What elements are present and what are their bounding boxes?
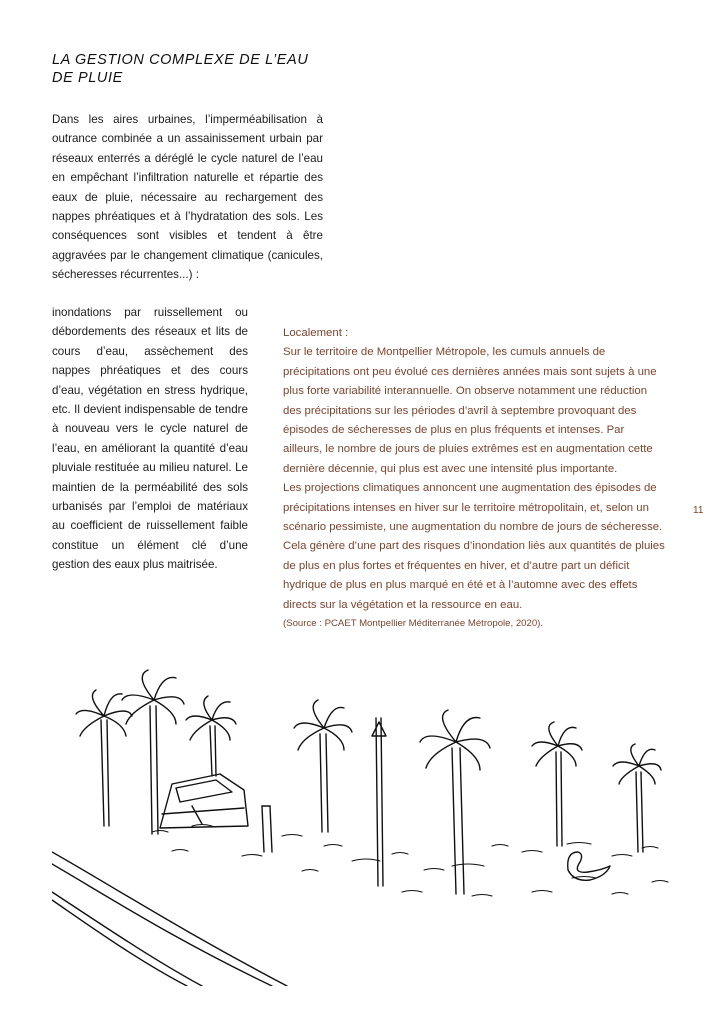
page-number: 11 xyxy=(693,505,704,516)
local-paragraph-1: Sur le territoire de Montpellier Métropole, les cumuls annuels de précipitations ont peu évolué ces dernières années mais sont sujets à une plus forte variabilité interannuelle. On observe notamment une réduction des précipitations sur les périodes d’avril à septembre provoquant des épisodes de sécheresses de plus en plus fréquents et intenses. Par ailleurs, le nombre de jours de pluies extrêmes est en augmentation cette dernière décennie, qui plus est avec une intensité plus importante. xyxy=(283,346,657,475)
article-title: LA GESTION COMPLEXE DE L’EAU DE PLUIE xyxy=(52,52,309,86)
local-heading: Localement : xyxy=(283,327,349,339)
submerged-car xyxy=(160,774,248,828)
local-box xyxy=(283,324,666,633)
local-source: (Source : PCAET Montpellier Méditerranée Métropole, 2020). xyxy=(283,618,544,630)
palm-tree-4 xyxy=(294,700,352,832)
road-lines xyxy=(52,852,287,986)
palm-tree-3 xyxy=(186,696,236,776)
local-paragraph-2: Les projections climatiques annoncent une augmentation des épisodes de précipitations intenses en hiver sur le territoire métropolitain, et, selon un scénario pessimiste, une augmentation du nombre de jours de sécheresse. Cela génère d’une part des risques d’inondation liés aux quantités de pluies de plus en plus fortes et fréquentes en hiver, et d’autre part un déficit hydrique de plus en plus marqué en été et à l’automne avec des effets directs sur la végétation et la ressource en eau. xyxy=(283,482,665,611)
flood-drawing xyxy=(52,656,682,986)
flood-illustration xyxy=(52,656,682,986)
intro-paragraph: Dans les aires urbaines, l’imperméabilisation à outrance combinée a un assainissement urbain par réseaux enterrés a déréglé le cycle naturel de l’eau en empêchant l’infiltration naturelle et répartie des eaux de pluie, nécessaire au rechargement des nappes phréatiques et à l’hydratation des sols. Les conséquences sont visibles et tendent à être aggravées par le changement climatique (canicules, sécheresses récurrentes...) : xyxy=(52,113,323,282)
palm-tree-6 xyxy=(532,722,582,846)
palm-tree-5 xyxy=(420,710,490,894)
palm-tree-7 xyxy=(613,744,661,852)
body-paragraph: inondations par ruissellement ou débordements des réseaux et lits de cours d’eau, assèchement des nappes phréatiques et des cours d’eau, végétation en stress hydrique, etc. Il devient indispensable de tendre à nouveau vers le cycle naturel de l’eau, en améliorant la quantité d’eau pluviale restituée au milieu naturel. Le maintien de la perméabilité des sols urbanisés par l’emploi de matériaux au coefficient de ruissellement faible constitue un élément clé d’une gestion des eaux plus maitrisée. xyxy=(52,306,248,572)
water-ripples xyxy=(152,825,668,897)
palm-tree-2 xyxy=(122,670,184,834)
bollard xyxy=(262,806,272,852)
palm-tree-1 xyxy=(76,690,132,826)
swan xyxy=(568,852,610,880)
